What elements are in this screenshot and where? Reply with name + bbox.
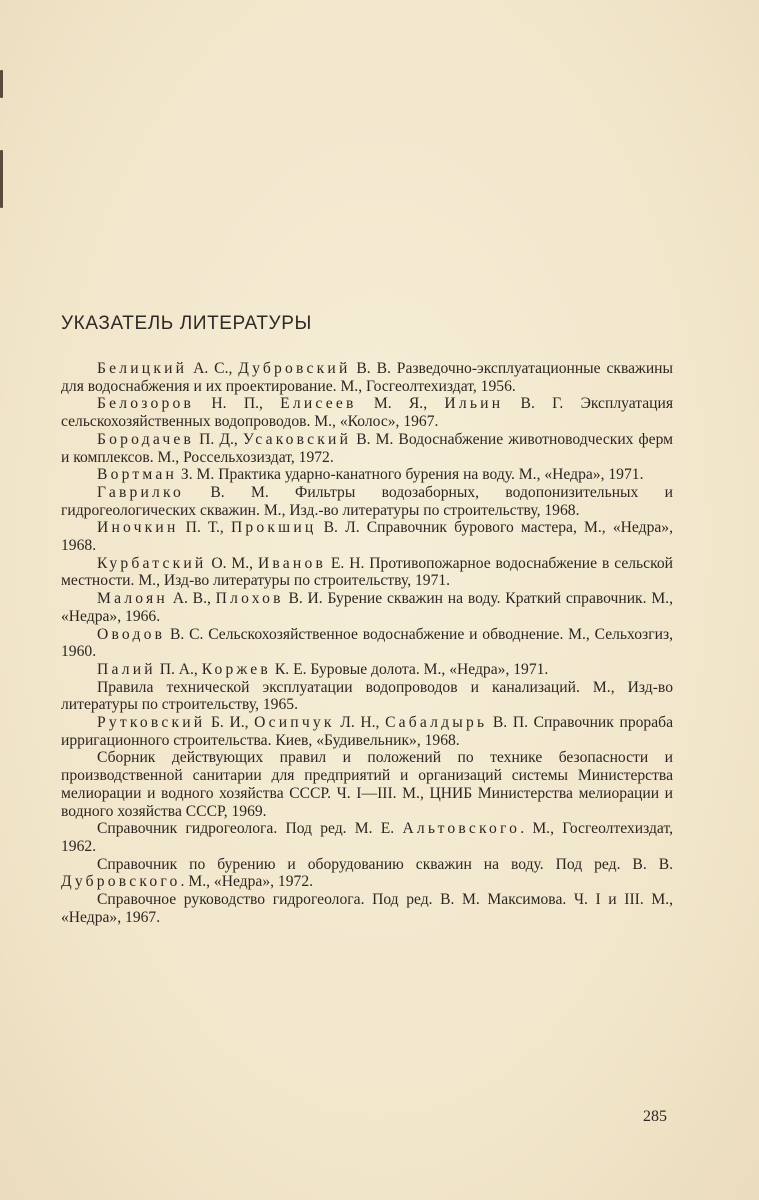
reference-author: Иванов (257, 554, 327, 572)
reference-author: Курбатский (97, 554, 207, 572)
reference-text: Справочное руководство гидрогеолога. Под ред. В. М. Максимова. Ч. I и III. М., «Недра», 1967. (61, 891, 673, 926)
reference-author: Плохов (215, 590, 284, 608)
reference-editor: Дубровского (61, 873, 181, 891)
reference-entry (61, 679, 673, 714)
reference-author: Белицкий (97, 360, 188, 377)
reference-text: А. В., (167, 590, 216, 608)
reference-entry (61, 714, 673, 749)
reference-author: Дубровский (238, 360, 351, 377)
reference-text: В. П. Справочник прораба ирригационного строительства. Киев, «Будивельник», 1968. (61, 714, 673, 749)
reference-author: Сабалдырь (385, 714, 488, 732)
reference-author: Ильин (444, 395, 504, 413)
reference-author: Усаковский (242, 430, 352, 448)
reference-author: Палий (97, 660, 156, 678)
reference-text: П. Т., (178, 519, 231, 537)
reference-entry (61, 395, 673, 430)
reference-text: О. М., (206, 554, 258, 572)
reference-text: К. Е. Буровые долота. М., «Недра», 1971. (271, 660, 549, 678)
reference-entry (61, 626, 673, 661)
reference-text: Е. Н. Противопожарное водоснабжение в сельской местности. М., Изд-во литературы по строительству, 1971. (61, 554, 673, 590)
reference-entry (61, 891, 673, 926)
reference-text: В. Л. Справочник бурового мастера, М., «Недра», 1968. (61, 519, 673, 555)
reference-text: Б. И., (205, 714, 255, 732)
reference-text: В. В. Разведочно-эксплуатационные скважины для водоснабжения и их проектирование. М., Госгеолтехиздат, 1956. (61, 360, 673, 395)
reference-text: А. С., (187, 360, 239, 377)
reference-text: . М., Госгеолтехиздат, 1962. (61, 820, 673, 855)
reference-entry (61, 820, 673, 855)
reference-text: П. А., (155, 660, 202, 678)
reference-entry (61, 519, 673, 554)
reference-entry (61, 466, 673, 484)
reference-text: В. М. Водоснабжение животноводческих ферм и комплексов. М., Россельхозиздат, 1972. (61, 430, 673, 466)
reference-author: Иночкин (97, 519, 179, 537)
reference-text: Справочник гидрогеолога. Под ред. М. Е. (97, 820, 403, 838)
scan-edge-mark (0, 70, 3, 98)
reference-text: . М., «Недра», 1972. (180, 873, 314, 891)
reference-text: Л. Н., (334, 714, 386, 732)
reference-text: В. И. Бурение скважин на воду. Краткий справочник. М., «Недра», 1966. (61, 590, 673, 625)
reference-text: Н. П., (194, 395, 281, 413)
reference-author: Коржев (201, 660, 271, 678)
page-number: 285 (643, 1108, 667, 1125)
reference-text: З. М. Практика ударно-канатного бурения на воду. М., «Недра», 1971. (177, 466, 644, 484)
reference-text: Сборник действующих правил и положений по технике безопасности и производственной санитарии для предприятий и организаций системы Министерства мелиорации и водного хозяйства СССР. Ч. I—III. М., ЦНИБ Министерства мелиорации и водного хозяйства СССР, 1969. (61, 749, 673, 820)
reference-text: М. Я., (356, 395, 445, 413)
reference-author: Оводов (97, 625, 166, 643)
reference-author: Бородачев (97, 430, 195, 448)
reference-author: Прокшиц (230, 519, 317, 537)
reference-author: Вортман (97, 466, 178, 484)
reference-entry (61, 360, 673, 395)
reference-entry (61, 590, 673, 625)
reference-text: П. Д., (194, 430, 243, 448)
reference-text: В. Г. Эксплуатация сельскохозяйственных водопроводов. М., «Колос», 1967. (61, 395, 673, 431)
reference-author: Гаврилко (97, 483, 185, 501)
reference-entry (61, 431, 673, 466)
reference-author: Малоян (97, 590, 168, 608)
reference-author: Осипчук (254, 714, 335, 732)
reference-author: Белозоров (97, 395, 195, 413)
reference-text: В. М. Фильтры водозаборных, водопонизительных и гидрогеологических скважин. М., Изд.-во литературы по строительству, 1968. (61, 483, 673, 519)
reference-entry (61, 661, 673, 679)
reference-text: Справочник по бурению и оборудованию скважин на воду. Под ред. В. В. (97, 855, 673, 873)
reference-author: Елисеев (280, 395, 357, 413)
reference-entry (61, 856, 673, 891)
reference-author: Рутковский (97, 714, 206, 732)
reference-list (61, 360, 673, 927)
reference-text: В. С. Сельскохозяйственное водоснабжение и обводнение. М., Сельхозгиз, 1960. (61, 625, 673, 661)
reference-entry (61, 484, 673, 519)
page-title: УКАЗАТЕЛЬ ЛИТЕРАТУРЫ (61, 313, 312, 334)
scan-edge-mark (0, 150, 3, 208)
reference-entry (61, 749, 673, 820)
reference-editor: Альтовского (402, 820, 521, 838)
reference-text: Правила технической эксплуатации водопроводов и канализаций. М., Изд-во литературы по строительству, 1965. (61, 678, 673, 714)
reference-entry (61, 555, 673, 590)
